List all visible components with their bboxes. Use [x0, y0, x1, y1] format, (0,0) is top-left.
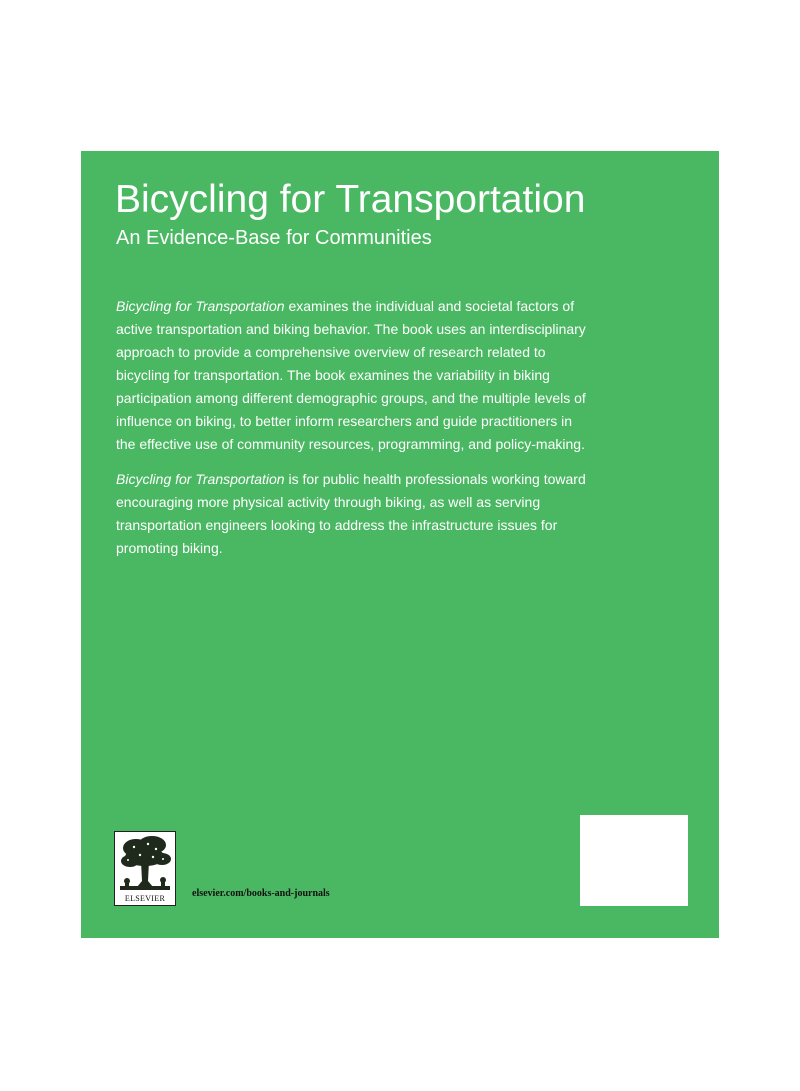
book-description	[116, 295, 586, 572]
elsevier-logo	[114, 831, 176, 906]
paragraph-text: is for public health professionals working toward encouraging more physical activity through biking, as well as serving transportation engineers looking to address the infrastructure issues for promoting biking.	[116, 471, 586, 556]
book-subtitle: An Evidence-Base for Communities	[116, 227, 432, 249]
book-back-cover	[81, 151, 719, 938]
elsevier-tree-icon	[118, 835, 172, 891]
book-title-reference: Bicycling for Transportation	[116, 298, 285, 314]
book-title: Bicycling for Transportation	[115, 178, 586, 221]
description-paragraph-1	[116, 295, 586, 456]
paragraph-text: examines the individual and societal factors of active transportation and biking behavior. The book uses an interdisciplinary approach to provide a comprehensive overview of research related to bicycling for transportation. The book examines the variability in biking participation among different demographic groups, and the multiple levels of influence on biking, to better inform researchers and guide practitioners in the effective use of community resources, programming, and policy-making.	[116, 298, 586, 452]
description-paragraph-2	[116, 468, 586, 560]
elsevier-wordmark: ELSEVIER	[124, 894, 166, 903]
book-title-reference: Bicycling for Transportation	[116, 471, 285, 487]
barcode-area	[580, 815, 688, 906]
publisher-website: elsevier.com/books-and-journals	[192, 888, 330, 899]
